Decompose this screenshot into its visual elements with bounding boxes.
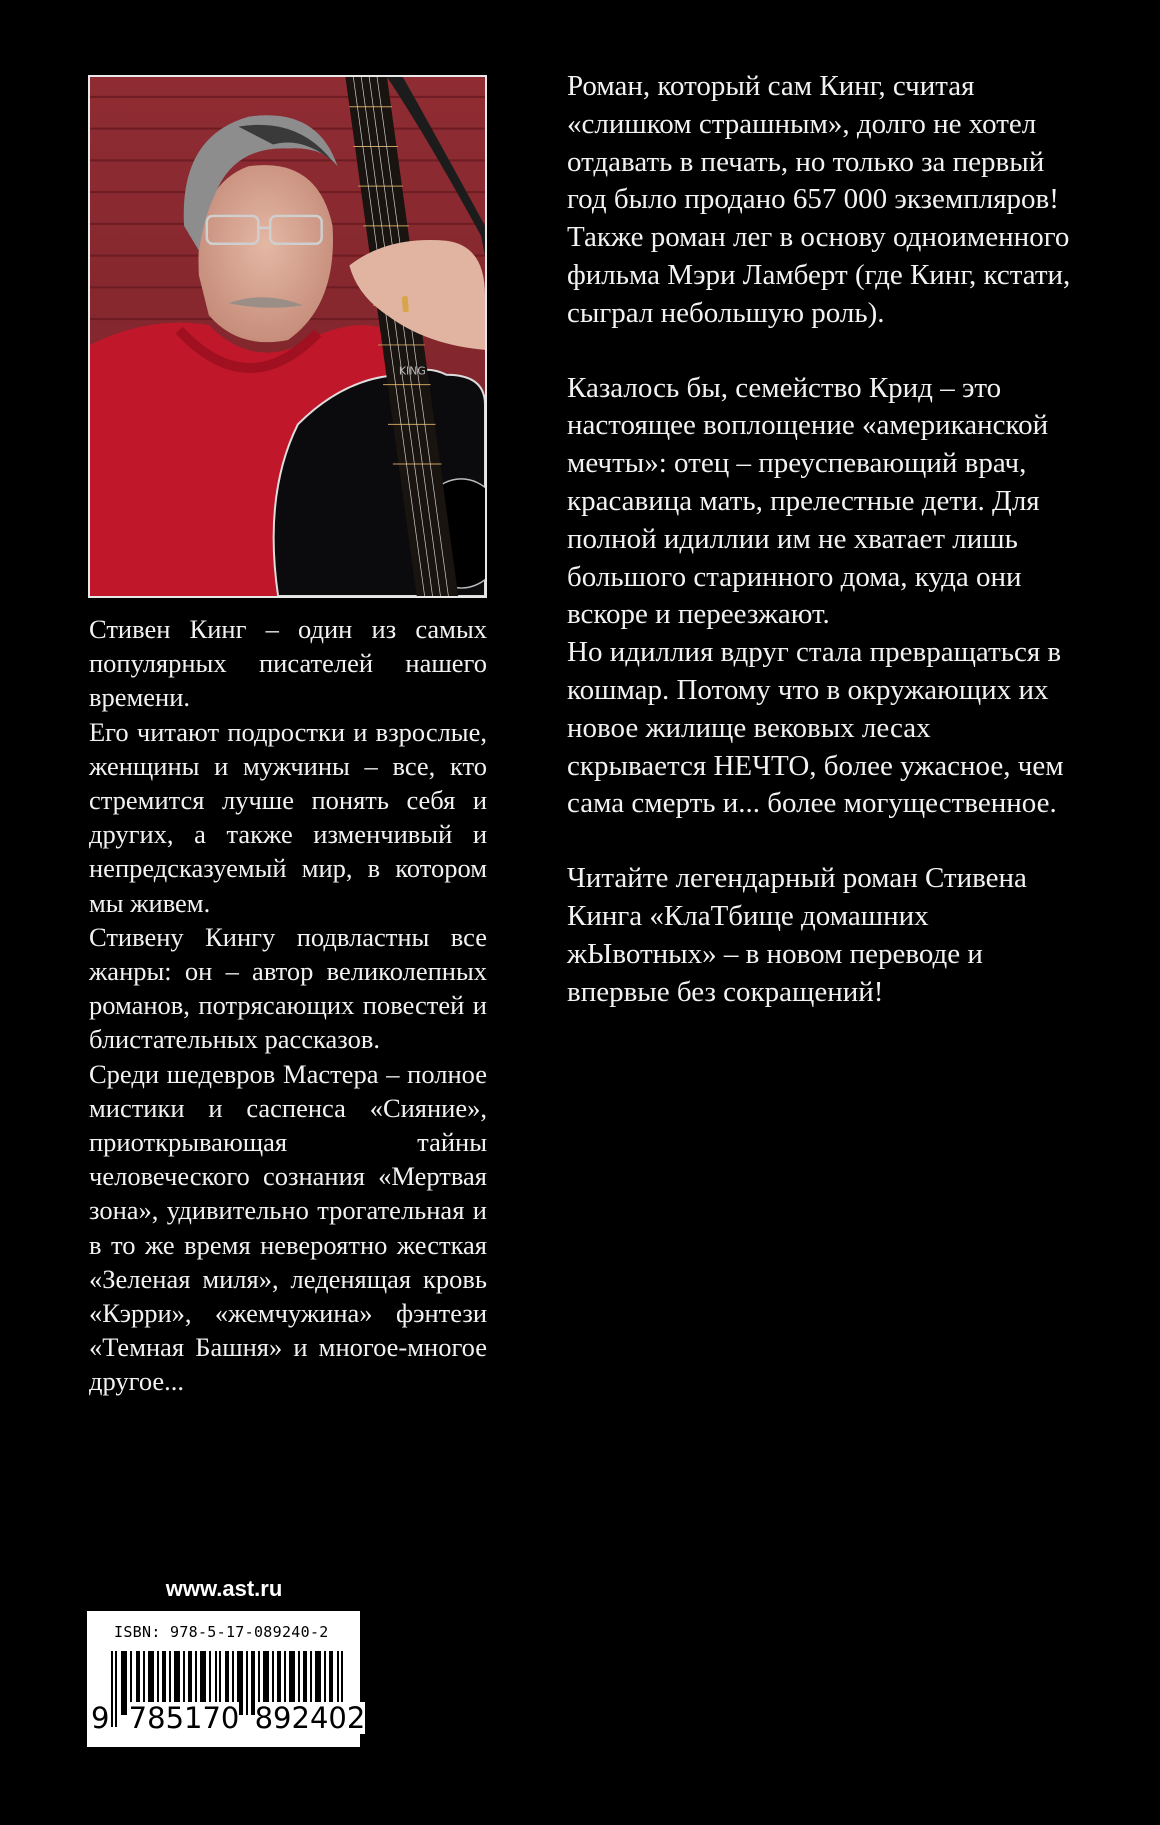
bio-paragraph-genres: Стивену Кингу подвластны все жанры: он – автор великолепных романов, потрясающих повестей и блистательных рассказов. xyxy=(89,921,487,1055)
isbn-barcode xyxy=(87,1611,366,1747)
ean-left-group: 785170 xyxy=(128,1701,240,1735)
author-bio xyxy=(89,612,487,1399)
publisher-url: www.ast.ru xyxy=(165,1576,283,1601)
author-photo-illustration xyxy=(90,77,485,596)
blurb-paragraph-horror: Но идиллия вдруг стала превращаться в кошмар. Потому что в окружающих их новое жилище вековых лесах скрывается НЕЧТО, более ужасное, чем сама смерть и... более могущественное. xyxy=(567,636,1064,820)
author-photo xyxy=(88,75,487,598)
paragraph-gap xyxy=(567,823,1077,860)
blurb-paragraph-call-to-action: Читайте легендарный роман Стивена Кинга «КлаТбище домашних жЫвотных» – в новом переводе и впервые без сокращений! xyxy=(567,862,1027,1008)
paragraph-gap xyxy=(567,333,1077,370)
bio-paragraph-readers: Его читают подростки и взрослые, женщины и мужчины – все, кто стремится лучше понять себя и других, а также изменчивый и непредсказуемый мир, в котором мы живем. xyxy=(89,716,487,918)
book-blurb xyxy=(567,68,1077,1011)
isbn-label: ISBN: 978-5-17-089240-2 xyxy=(114,1623,329,1641)
svg-text:KING: KING xyxy=(398,364,426,378)
blurb-paragraph-history: Роман, который сам Кинг, считая «слишком страшным», долго не хотел отдавать в печать, но только за первый год было продано 657 000 экземпляров! Также роман лег в основу одноименного фильма Мэри Ламберт (где Кинг, кстати, сыграл небольшую роль). xyxy=(567,70,1071,329)
ean-first-digit: 9 xyxy=(91,1701,110,1735)
ean-right-group: 892402 xyxy=(254,1701,366,1735)
blurb-paragraph-plot: Казалось бы, семейство Крид – это настоящее воплощение «американской мечты»: отец – преуспевающий врач, красавица мать, прелестные дети. Для полной идиллии им не хватает лишь большого старинного дома, куда они вскоре и переезжают. xyxy=(567,371,1049,631)
ean-digits xyxy=(91,1702,365,1734)
bio-paragraph-intro: Стивен Кинг – один из самых популярных писателей нашего времени. xyxy=(89,614,487,713)
bio-paragraph-masterpieces: Среди шедевров Мастера – полное мистики и саспенса «Сияние», приоткрывающая тайны человеческого сознания «Мертвая зона», удивительно трогательная и в то же время невероятно жесткая «Зеленая миля», леденящая кровь «Кэрри», «жемчужина» фэнтези «Темная Башня» и многое-многое другое... xyxy=(89,1058,487,1397)
